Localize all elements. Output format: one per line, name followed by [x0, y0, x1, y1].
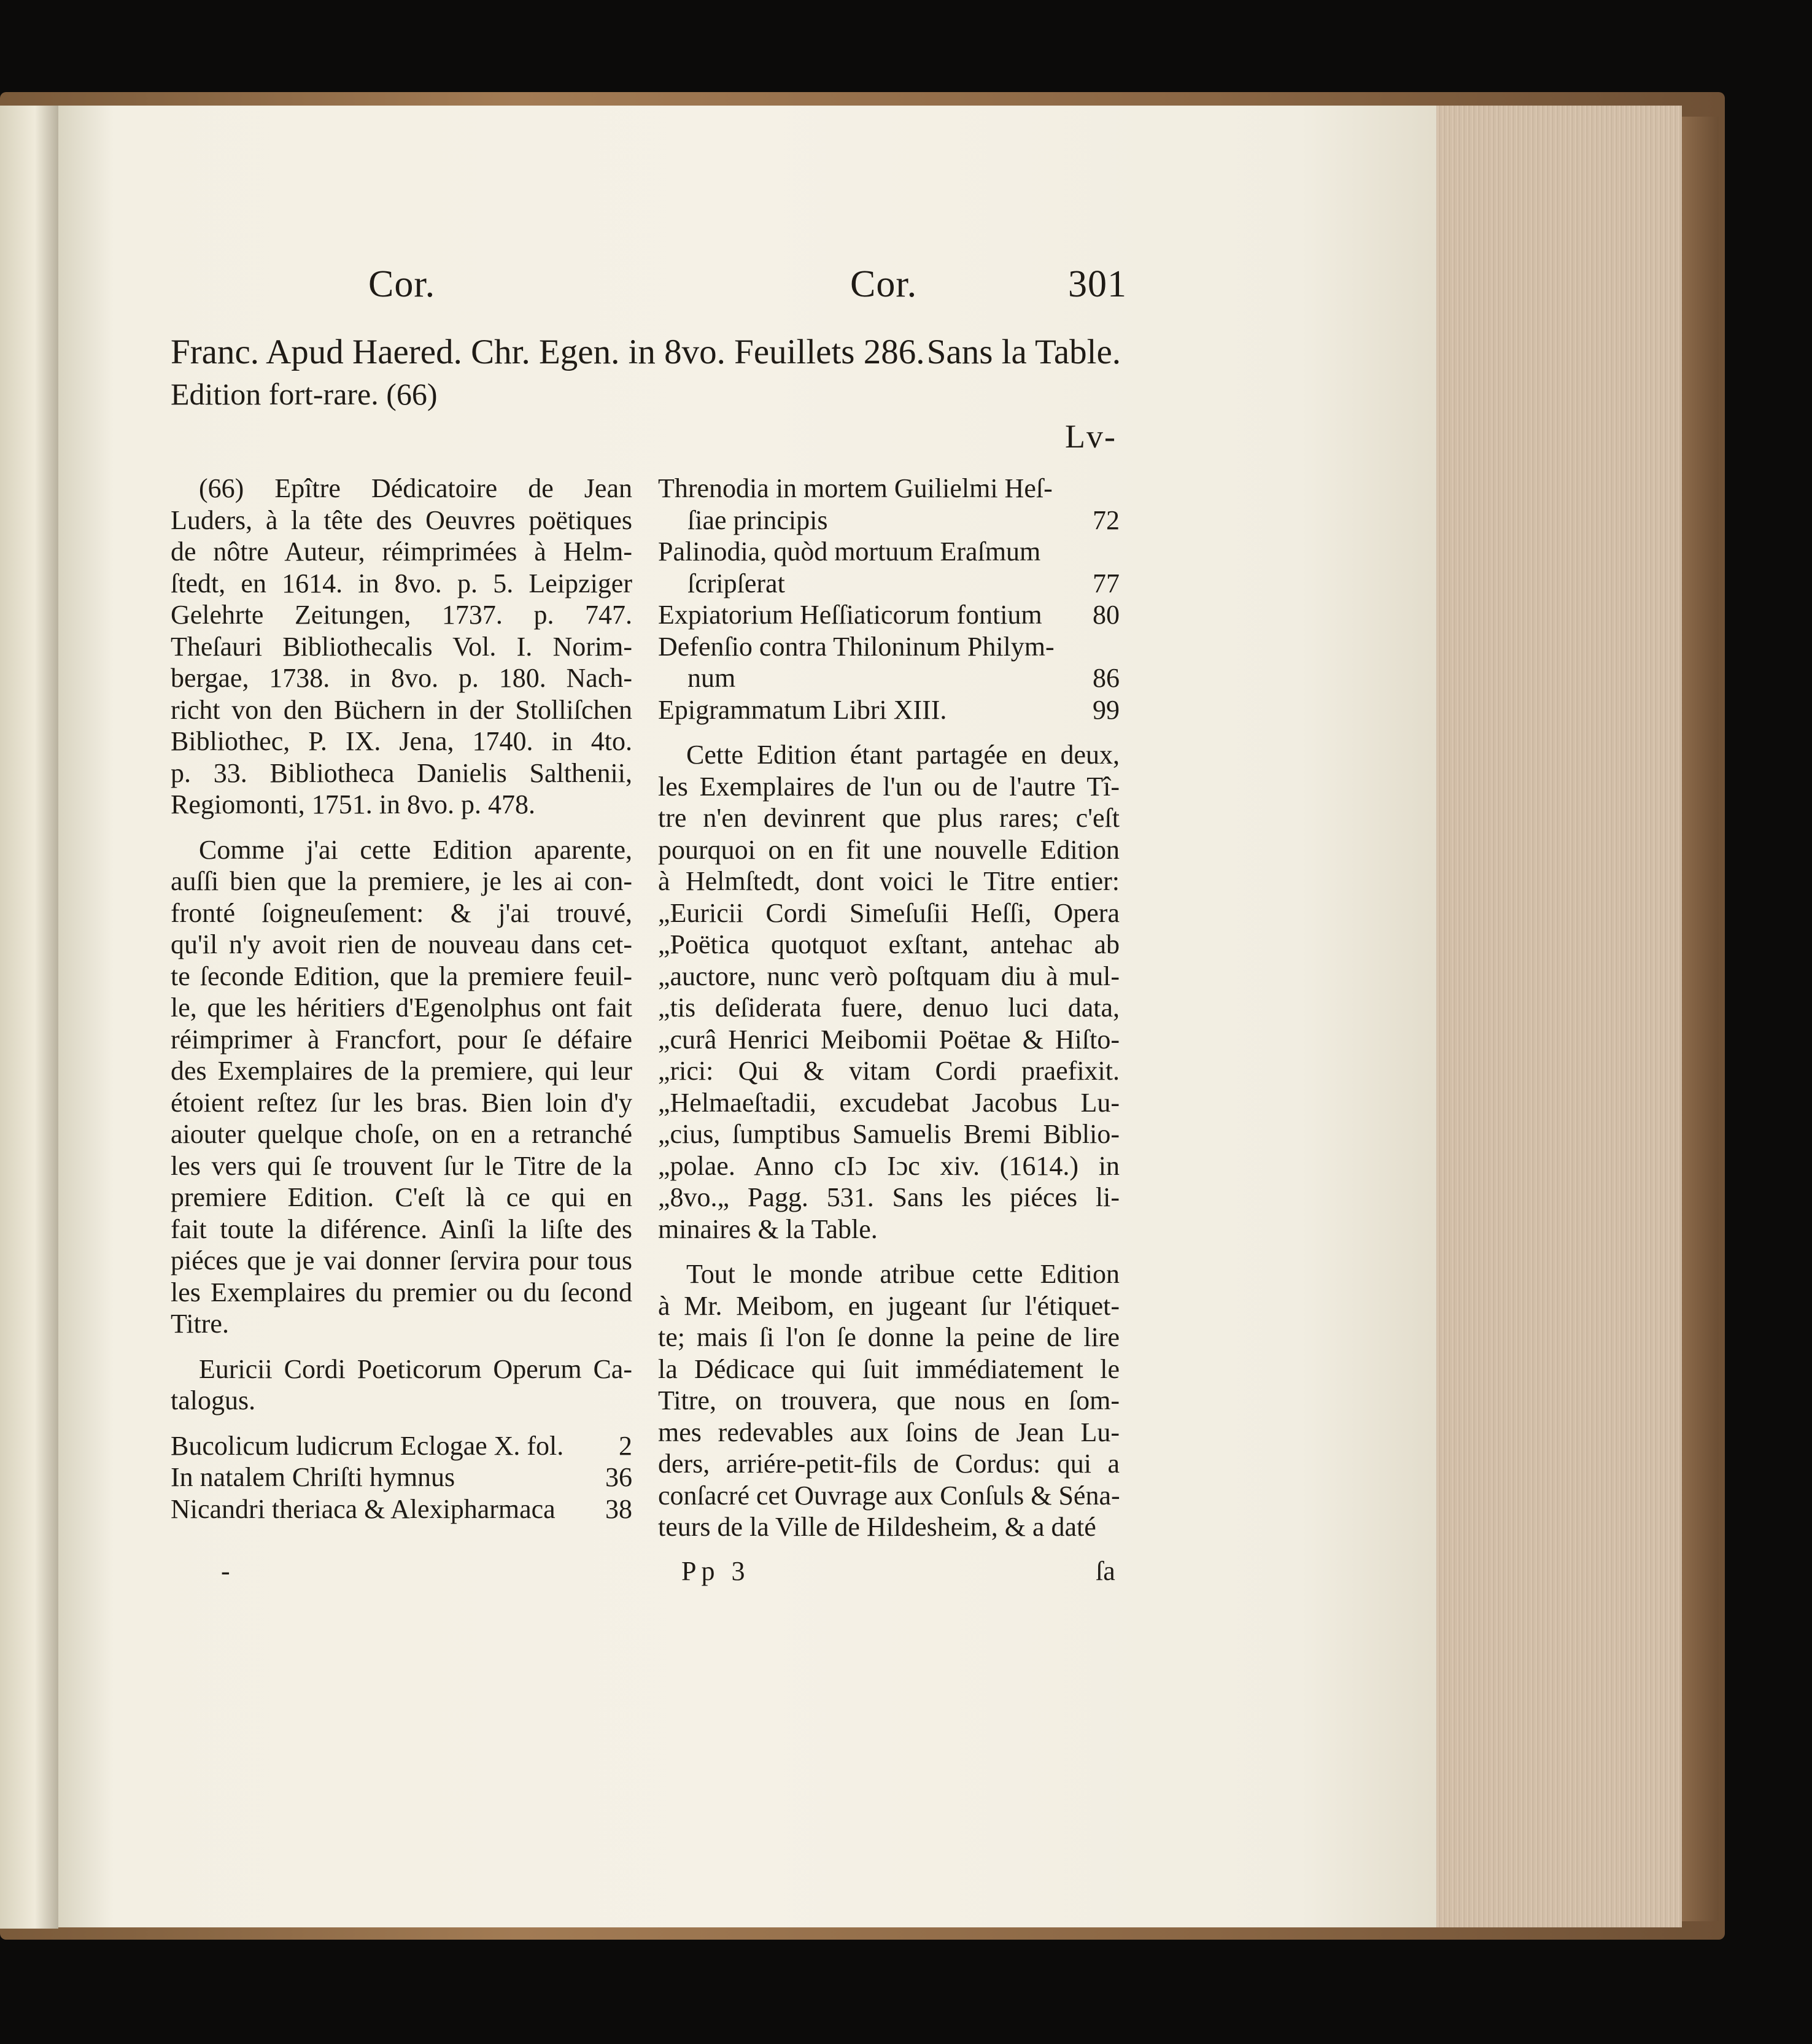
text-line: Titre, on trouvera, que nous en ſom- [658, 1385, 1120, 1415]
text-line: te ſeconde Edition, que la premiere feuil- [171, 961, 632, 991]
catalogue-entry [171, 1493, 632, 1525]
catalogue-title: Defenſio contra Thiloninum Philym- [658, 631, 1055, 662]
catalogue-title: Palinodia, quòd mortuum Eraſmum [658, 536, 1041, 567]
catalogue-title: Epigrammatum Libri XIII. [658, 694, 947, 725]
text-line: qu'il n'y avoit rien de nouveau dans cet- [171, 929, 632, 959]
catalogue-title: Nicandri theriaca & Alexipharmaca [171, 1493, 556, 1524]
text-line: Comme j'ai cette Edition aparente, [199, 834, 632, 865]
catalogue-page-number: 77 [1093, 568, 1120, 598]
text-line: les Exemplaires du premier ou du ſecond [171, 1277, 632, 1307]
catalogue-page-number [1113, 536, 1120, 568]
text-line: étoient reſtez ſur les bras. Bien loin d'y [171, 1087, 632, 1118]
footnote-66 [171, 473, 632, 821]
text-line: pourquoi on en fit une nouvelle Edition [658, 834, 1120, 865]
signature-mark: Pp 3 [681, 1556, 750, 1586]
catalogue-title: Threnodia in mortem Guilielmi Heſ- [658, 473, 1053, 503]
catalogue-entry [658, 631, 1120, 663]
text-line: conſacré cet Ouvrage aux Conſuls & Séna- [658, 1480, 1120, 1511]
catalogue-page-number: 72 [1093, 505, 1120, 535]
text-line: richt von den Büchern in der Stolliſchen [171, 694, 632, 725]
text-line: „8vo.„ Pagg. 531. Sans les piéces li- [658, 1182, 1120, 1212]
page-number: 301 [1068, 263, 1127, 305]
catalogue-title: num [687, 663, 736, 693]
text-line: Titre. [171, 1309, 229, 1339]
catalogue-page-number: 2 [619, 1430, 632, 1461]
text-line: Tout le monde atribue cette Edition [686, 1259, 1120, 1289]
text-line: talogus. [171, 1385, 256, 1415]
cover-edge [1682, 117, 1719, 1921]
text-line: premiere Edition. C'eſt là ce qui en [171, 1182, 632, 1212]
left-page-edge [0, 106, 58, 1929]
text-line: Cette Edition étant partagée en deux, [686, 740, 1120, 770]
catchword-bottom: ſa [1096, 1556, 1115, 1586]
stray-mark: - [221, 1556, 230, 1586]
catalogue-list [171, 1430, 632, 1525]
text-line: mes redevables aux ſoins de Jean Lu- [658, 1417, 1120, 1447]
text-line: ders, arriére-petit-fils de Cordus: qui a [658, 1449, 1120, 1479]
catalogue-page-number: 38 [605, 1493, 632, 1524]
text-line: les vers qui ſe trouvent ſur le Titre de la [171, 1150, 632, 1181]
text-line: auſſi bien que la premiere, je les ai con- [171, 866, 632, 896]
page-edges [1436, 106, 1682, 1927]
catalogue-entry [658, 662, 1120, 694]
text-line: „Euricii Cordi Simeſuſii Heſſi, Opera [658, 897, 1120, 928]
text-line: teurs de la Ville de Hildesheim, & a daté [658, 1512, 1096, 1542]
catalogue-entry [171, 1430, 632, 1462]
text-line: „Helmaeſtadii, excudebat Jacobus Lu- [658, 1087, 1120, 1118]
text-line: le, que les héritiers d'Egenolphus ont fait [171, 993, 632, 1023]
text-line: fait toute la diférence. Ainſi la liſte des [171, 1214, 632, 1244]
running-head-right: Cor. [850, 263, 918, 305]
text-line: aiouter quelque choſe, on en a retranché [171, 1119, 632, 1149]
catchword-top: Lv- [1065, 418, 1117, 455]
text-line: „rici: Qui & vitam Cordi praefixit. [658, 1056, 1120, 1086]
text-line: des Exemplaires de la premiere, qui leur [171, 1056, 632, 1086]
catalogue-page-number: 80 [1093, 600, 1120, 630]
text-line: „Poëtica quotquot exſtant, antehac ab [658, 929, 1120, 959]
text-line: p. 33. Bibliotheca Danielis Salthenii, [171, 757, 632, 788]
text-line: Theſauri Bibliothecalis Vol. I. Norim- [171, 631, 632, 662]
catalogue-page-number: 99 [1093, 694, 1120, 725]
text-line: tre n'en devinrent que plus rares; c'eſt [658, 803, 1120, 833]
paragraph-second-edition [658, 739, 1120, 1245]
running-head-left: Cor. [368, 263, 436, 305]
text-line: „polae. Anno cIɔ Iɔc xiv. (1614.) in [658, 1150, 1120, 1181]
text-line: „tis deſiderata fuere, denuo luci data, [658, 993, 1120, 1023]
catalogue-title: ſiae principis [687, 505, 828, 535]
catalogue-entry [658, 568, 1120, 600]
text-line: à Helmſtedt, dont voici le Titre entier: [658, 866, 1120, 896]
catalogue-title: Bucolicum ludicrum Eclogae X. fol. [171, 1430, 564, 1461]
left-column [171, 473, 632, 1525]
text-line: (66) Epître Dédicatoire de Jean [199, 473, 632, 503]
catalogue-page-number [1113, 631, 1120, 663]
catalogue-list-continued [658, 473, 1120, 726]
catalogue-page-number [1113, 473, 1120, 505]
catalogue-page-number: 36 [605, 1462, 632, 1492]
text-line: la Dédicace qui ſuit immédiatement le [658, 1353, 1120, 1384]
paragraph-comparison [171, 834, 632, 1340]
catalogue-entry [658, 505, 1120, 536]
top-line-right: Sans la Table. [926, 333, 1121, 371]
text-line: Gelehrte Zeitungen, 1737. p. 747. [171, 600, 632, 630]
sub-line: Edition fort-rare. (66) [171, 377, 438, 411]
text-line: fronté ſoigneuſement: & j'ai trouvé, [171, 897, 632, 928]
text-line: Regiomonti, 1751. in 8vo. p. 478. [171, 789, 535, 819]
text-line: te; mais ſi l'on ſe donne la peine de lire [658, 1322, 1120, 1352]
catalogue-page-number: 86 [1093, 663, 1120, 693]
catalogue-title: In natalem Chriſti hymnus [171, 1462, 455, 1492]
catalogue-title: ſcripſerat [687, 568, 785, 598]
catalogue-entry [658, 536, 1120, 568]
text-line: de nôtre Auteur, réimprimées à Helm- [171, 536, 632, 567]
text-line: „auctore, nunc verò poſtquam diu à mul- [658, 961, 1120, 991]
catalogue-entry [658, 473, 1120, 505]
text-line: Luders, à la tête des Oeuvres poëtiques [171, 505, 632, 535]
text-line: Euricii Cordi Poeticorum Operum Ca- [199, 1353, 632, 1384]
catalogue-entry [658, 694, 1120, 726]
text-line: les Exemplaires de l'un ou de l'autre Tî- [658, 771, 1120, 802]
text-line: Bibliothec, P. IX. Jena, 1740. in 4to. [171, 726, 632, 756]
catalogue-title: Expiatorium Heſſiaticorum fontium [658, 600, 1042, 630]
text-line: à Mr. Meibom, en jugeant ſur l'étiquet- [658, 1290, 1120, 1321]
text-line: „cius, ſumptibus Samuelis Bremi Biblio- [658, 1119, 1120, 1149]
text-line: réimprimer à Francfort, pour ſe défaire [171, 1024, 632, 1055]
text-line: bergae, 1738. in 8vo. p. 180. Nach- [171, 663, 632, 693]
text-line: piéces que je vai donner ſervira pour tous [171, 1245, 632, 1276]
catalogue-entry [171, 1461, 632, 1493]
top-line-left: Franc. Apud Haered. Chr. Egen. in 8vo. Feuillets 286. [171, 333, 925, 371]
catalogue-entry [658, 599, 1120, 631]
right-column [658, 473, 1120, 1557]
catalogue-heading [171, 1353, 632, 1417]
text-line: minaires & la Table. [658, 1214, 878, 1244]
top-line [171, 331, 1121, 373]
text-line: „curâ Henrici Meibomii Poëtae & Hiſto- [658, 1024, 1120, 1055]
text-line: ſtedt, en 1614. in 8vo. p. 5. Leipziger [171, 568, 632, 598]
paragraph-attribution [658, 1258, 1120, 1543]
